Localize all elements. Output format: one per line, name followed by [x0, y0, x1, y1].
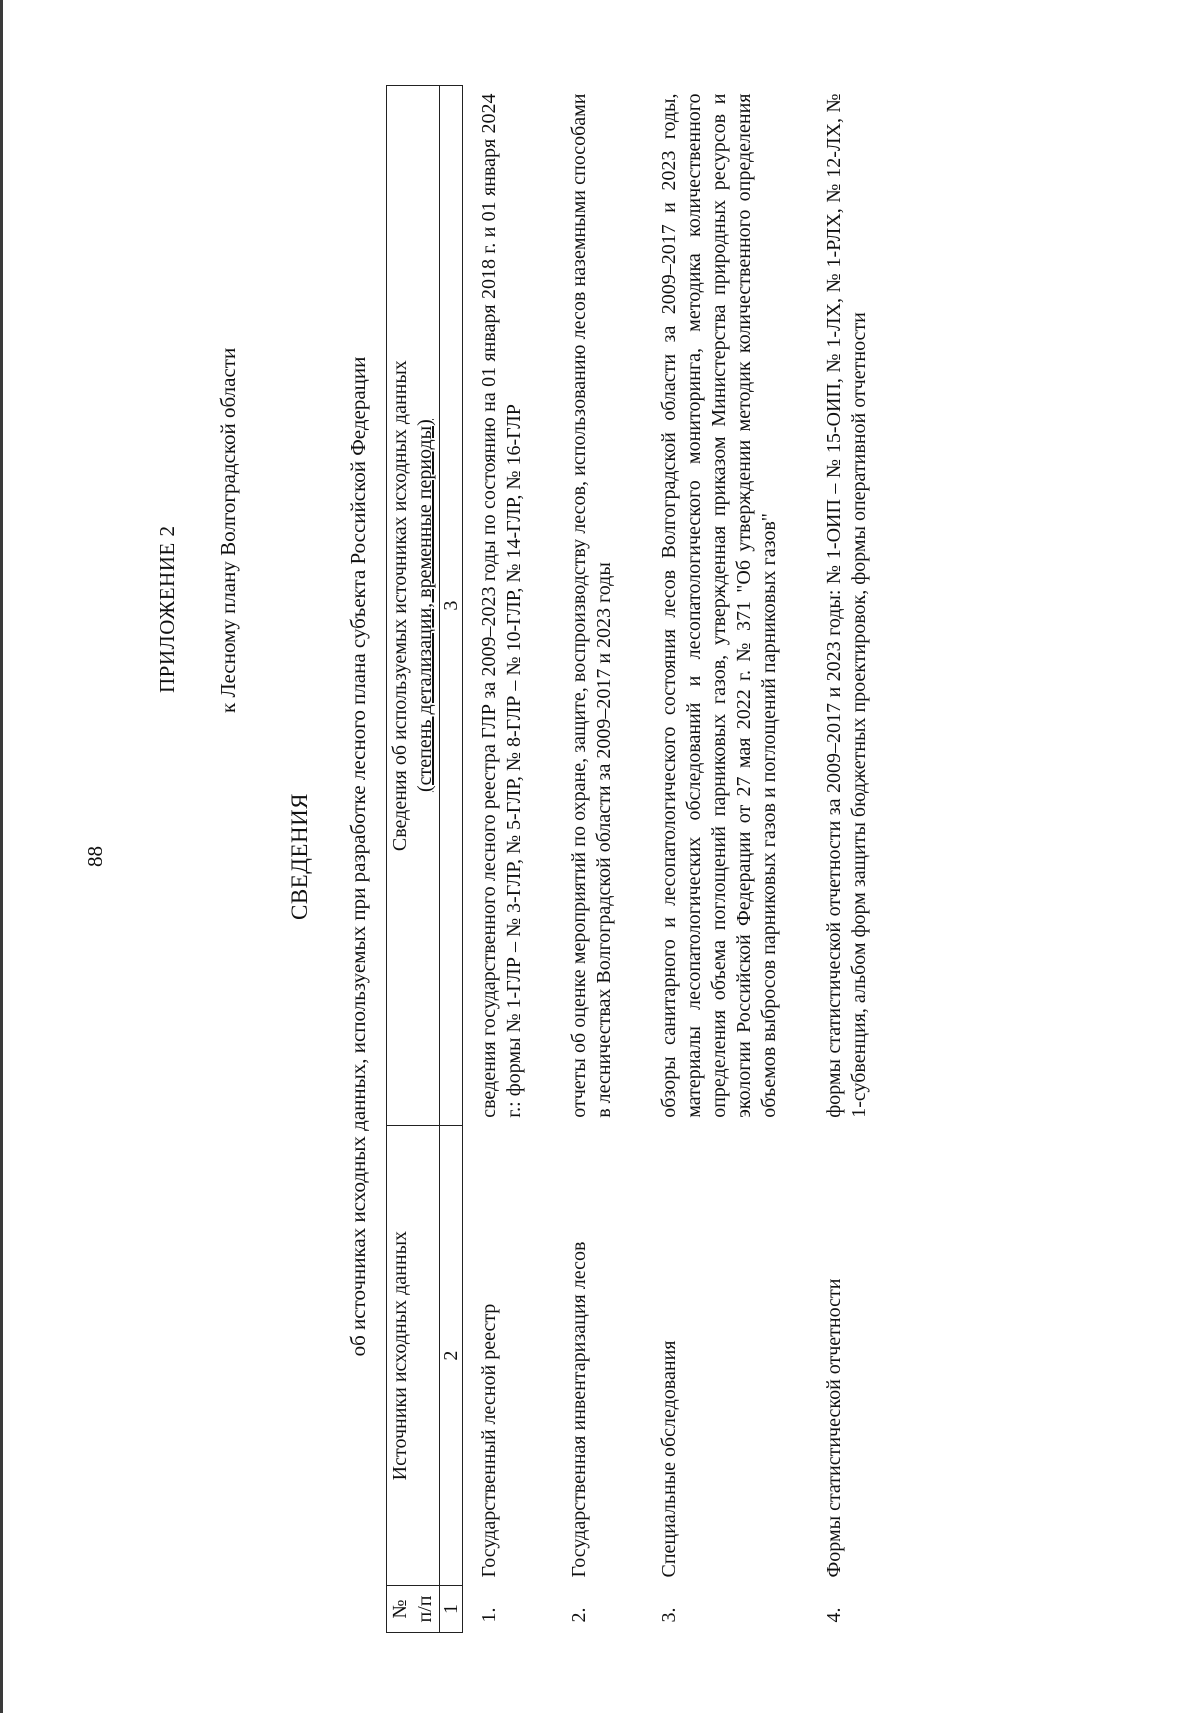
column-number: 2	[440, 1126, 463, 1586]
table-header-row	[387, 86, 440, 1633]
appendix-block	[155, 53, 241, 713]
appendix-title: ПРИЛОЖЕНИЕ 2	[155, 525, 179, 693]
table-row	[808, 86, 898, 1633]
row-number: 3.	[658, 1607, 680, 1623]
row-number: 2.	[568, 1607, 590, 1623]
table-row	[463, 86, 554, 1633]
row-source: Специальные обследования	[658, 1340, 680, 1578]
appendix-subtitle: к Лесному плану Волгоградской области	[216, 347, 240, 713]
column-number-row	[440, 86, 463, 1633]
row-source: Государственная инвентаризация лесов	[568, 1241, 590, 1578]
row-info: отчеты об оценке мероприятий по охране, защите, воспроизводству лесов, использованию лесов наземными способами в лесничествах Волгоградской области за 2009–2017 и 2023 годы	[568, 93, 615, 1118]
page-number: 88	[83, 846, 107, 867]
row-source: Формы статистической отчетности	[823, 1278, 845, 1578]
row-info: обзоры санитарного и лесопатологического состояния лесов Волгоградской области за 2009–2017 и 2023 годы, материалы лесопатологических обследований и лесопатологического мониторинга, методика количественного определения объема поглощений парниковых газов, утвержденная приказом Министерства природных ресурсов и экологии Российской Федерации от 27 мая 2022 г. № 371 "Об утверждении методик количественного определения объемов выбросов парниковых газов и поглощений парниковых газов"	[658, 93, 780, 1118]
document-title: СВЕДЕНИЯ	[287, 792, 312, 921]
header-info	[387, 86, 440, 1126]
table-row	[553, 86, 643, 1633]
row-info: сведения государственного лесного реестра ГЛР за 2009–2023 годы по состоянию на 01 января 2018 г. и 01 января 2024 г.: формы № 1-ГЛР – № 3-ГЛР, № 5-ГЛР, № 8-ГЛР – № 10-ГЛР, № 14-ГЛР, № 16-ГЛР	[478, 93, 525, 1118]
row-info: формы статистической отчетности за 2009–2017 и 2023 годы: № 1-ОИП – № 15-ОИП, № 1-ЛХ, № 1-РЛХ, № 12-ЛХ, № 1-субвенция, альбом форм защиты бюджетных проектировок, формы оперативной отчетности	[823, 93, 870, 1118]
header-info-line2: (степень детализации, временные периоды)	[414, 419, 436, 793]
table-row	[643, 86, 808, 1633]
column-number: 3	[440, 86, 463, 1126]
row-number: 4.	[823, 1607, 845, 1623]
header-source: Источники исходных данных	[387, 1126, 440, 1586]
document-subtitle: об источниках исходных данных, используемых при разработке лесного плана субъекта Российской Федерации	[346, 356, 370, 1357]
row-source: Государственный лесной реестр	[478, 1303, 500, 1578]
column-number: 1	[440, 1586, 463, 1633]
header-info-line1: Сведения об используемых источниках исходных данных	[389, 360, 411, 852]
row-number: 1.	[478, 1607, 500, 1623]
sources-table	[386, 85, 898, 1633]
header-num: № п/п	[387, 1586, 440, 1633]
